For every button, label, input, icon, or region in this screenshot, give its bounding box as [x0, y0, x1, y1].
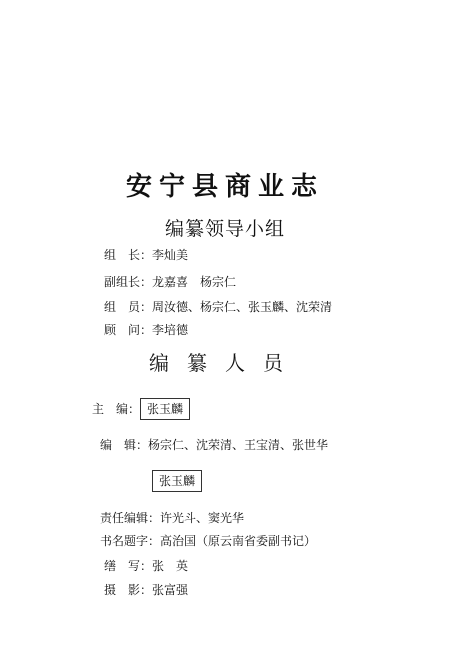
names: 周汝德、杨宗仁、张玉麟、沈荣清	[152, 300, 333, 314]
editor-boxed-name	[152, 470, 202, 492]
role-label: 组 员	[104, 300, 141, 314]
names: 许光斗、窦光华	[160, 511, 245, 525]
chief-editor-name-box: 张玉麟	[140, 398, 190, 420]
leadership-row: 组 长：李灿美	[104, 248, 189, 262]
names: 李灿美	[152, 248, 189, 262]
role-label: 副组长	[104, 275, 141, 289]
role-label: 缮 写	[104, 559, 141, 573]
names: 杨宗仁、沈荣清、王宝清、张世华	[148, 438, 329, 452]
editor-name-box: 张玉麟	[152, 470, 202, 492]
chief-editor-row: 主 编： 张玉麟	[92, 398, 190, 416]
names: 龙嘉喜 杨宗仁	[152, 275, 237, 289]
names: 李培德	[152, 323, 189, 337]
leadership-row: 顾 问：李培德	[104, 323, 189, 337]
transcription-row: 缮 写：张 英	[104, 559, 189, 573]
staff-section-title: 编纂人员	[149, 351, 301, 375]
leadership-row: 副组长：龙嘉喜 杨宗仁	[104, 275, 237, 289]
names: 张富强	[152, 583, 189, 597]
role-label: 编 辑	[100, 438, 137, 452]
title-calligraphy-row: 书名题字：高治国（原云南省委副书记）	[100, 534, 317, 548]
names: 高治国（原云南省委副书记）	[160, 534, 317, 548]
book-title: 安宁县商业志	[125, 172, 324, 202]
photography-row: 摄 影：张富强	[104, 583, 189, 597]
names: 张 英	[152, 559, 189, 573]
editors-row: 编 辑：杨宗仁、沈荣清、王宝清、张世华	[100, 438, 329, 452]
role-label: 摄 影	[104, 583, 141, 597]
role-label: 主 编	[92, 402, 129, 416]
leadership-row: 组 员：周汝德、杨宗仁、张玉麟、沈荣清	[104, 300, 333, 314]
role-label: 顾 问	[104, 323, 141, 337]
responsible-editor-row: 责任编辑：许光斗、窦光华	[100, 511, 245, 525]
leadership-section-title: 编纂领导小组	[164, 218, 285, 240]
role-label: 书名题字	[100, 534, 149, 548]
role-label: 责任编辑	[100, 511, 149, 525]
role-label: 组 长	[104, 248, 141, 262]
